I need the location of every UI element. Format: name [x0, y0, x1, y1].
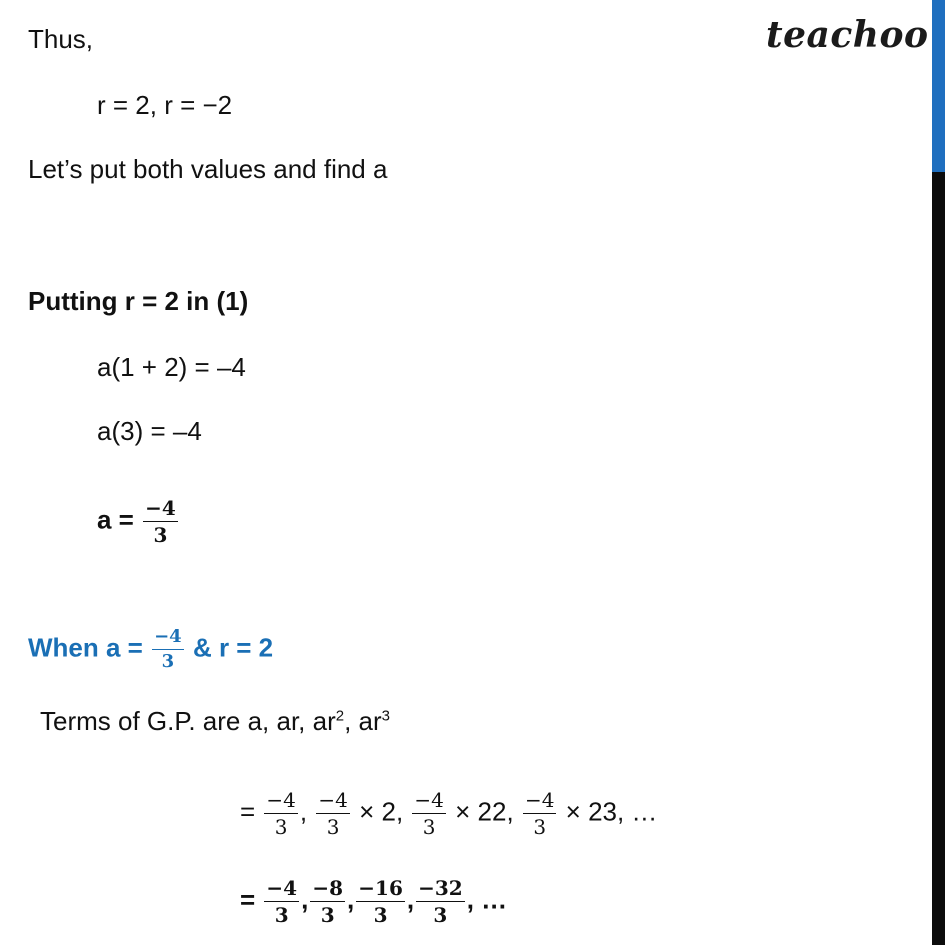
a-fraction: [143, 498, 178, 545]
fraction-numerator: −4: [318, 788, 348, 812]
terms-text: [40, 706, 390, 736]
result-fraction-2: [310, 878, 345, 925]
when-suffix: & r = 2: [192, 632, 274, 663]
term-fraction-4: [523, 790, 556, 837]
term-fraction-2: [316, 790, 349, 837]
fraction-denominator: 3: [274, 903, 289, 927]
when-prefix: When a =: [28, 632, 143, 663]
result-comma: ,: [301, 884, 309, 915]
fraction-numerator: −16: [358, 876, 403, 900]
term-fraction-3: [412, 790, 445, 837]
equation-1: a(1 + 2) = –4: [97, 352, 246, 382]
fraction-denominator: 3: [533, 815, 547, 839]
result-ellipsis: , …: [466, 884, 508, 915]
term-comma: ,: [299, 796, 308, 827]
fraction-denominator: 3: [433, 903, 448, 927]
fraction-numerator: −4: [154, 626, 182, 647]
fraction-denominator: 3: [320, 903, 335, 927]
when-fraction: [152, 628, 184, 671]
fraction-denominator: 3: [161, 651, 175, 672]
fraction-denominator: 3: [153, 523, 168, 547]
fraction-numerator: −4: [266, 788, 296, 812]
result-comma: ,: [347, 884, 355, 915]
terms-result: [240, 878, 507, 925]
fraction-numerator: −4: [266, 876, 298, 900]
terms-expansion: [240, 790, 657, 837]
fraction-denominator: 3: [373, 903, 388, 927]
teachoo-logo: teachoo: [766, 14, 929, 56]
a-result-label: a =: [97, 504, 134, 535]
times-23: × 23, …: [565, 796, 658, 827]
result-fraction-3: [356, 878, 405, 925]
putting-heading: Putting r = 2 in (1): [28, 286, 249, 316]
result-fraction-4: [416, 878, 465, 925]
times-2: × 2,: [359, 796, 404, 827]
terms-superscript-3: 3: [381, 707, 391, 725]
equals-sign: =: [240, 796, 256, 827]
r-values-text: r = 2, r = −2: [97, 90, 233, 120]
thus-text: Thus,: [28, 24, 94, 54]
terms-label: Terms of G.P. are a, ar, ar: [40, 706, 336, 736]
times-22: × 22,: [455, 796, 514, 827]
equals-sign: =: [240, 884, 256, 915]
fraction-numerator: −4: [524, 788, 555, 812]
fraction-numerator: −32: [418, 876, 463, 900]
fraction-numerator: −8: [312, 876, 344, 900]
fraction-denominator: 3: [326, 815, 340, 839]
fraction-numerator: −4: [414, 788, 444, 812]
terms-mid: , ar: [344, 706, 382, 736]
scrollbar-thumb[interactable]: [932, 0, 945, 172]
terms-superscript-2: 2: [335, 707, 345, 725]
fraction-denominator: 3: [274, 815, 288, 839]
result-fraction-1: [264, 878, 299, 925]
fraction-numerator: −4: [145, 496, 176, 520]
when-heading: [28, 628, 273, 671]
a-result: [97, 498, 180, 545]
equation-2: a(3) = –4: [97, 416, 202, 446]
put-both-text: Let’s put both values and find a: [28, 154, 388, 184]
result-comma: ,: [406, 884, 415, 915]
term-fraction-1: [264, 790, 297, 837]
fraction-denominator: 3: [422, 815, 436, 839]
